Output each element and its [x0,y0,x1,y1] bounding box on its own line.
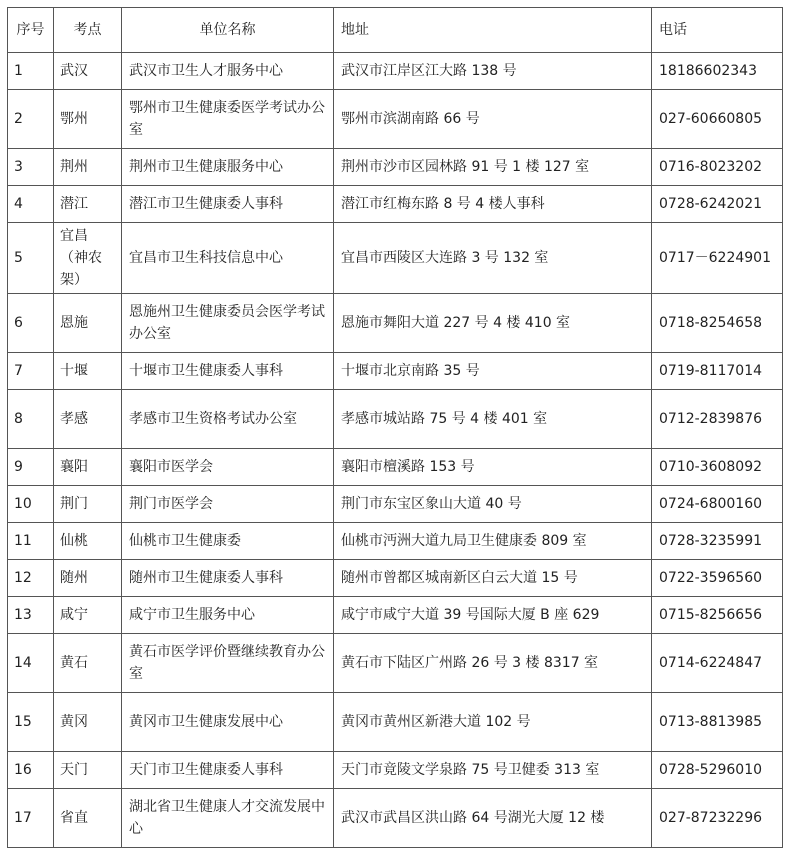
phone-number: 0728-3235991 [652,523,783,560]
address: 仙桃市沔洲大道九局卫生健康委 809 室 [334,523,652,560]
table-row [8,523,783,560]
unit-name: 荆门市医学会 [122,486,334,523]
row-number: 10 [8,486,54,523]
row-number: 5 [8,223,54,294]
unit-name: 黄石市医学评价暨继续教育办公室 [122,634,334,693]
phone-number: 0710-3608092 [652,449,783,486]
header-phone: 电话 [652,8,783,53]
address: 咸宁市咸宁大道 39 号国际大厦 B 座 629 [334,597,652,634]
address: 荆州市沙市区园林路 91 号 1 楼 127 室 [334,149,652,186]
exam-site: 潜江 [54,186,122,223]
address: 宜昌市西陵区大连路 3 号 132 室 [334,223,652,294]
table-row [8,693,783,752]
unit-name: 孝感市卫生资格考试办公室 [122,390,334,449]
phone-number: 0712-2839876 [652,390,783,449]
exam-site: 荆门 [54,486,122,523]
address: 荆门市东宝区象山大道 40 号 [334,486,652,523]
exam-site: 十堰 [54,353,122,390]
row-number: 1 [8,53,54,90]
exam-site: 仙桃 [54,523,122,560]
address: 潜江市红梅东路 8 号 4 楼人事科 [334,186,652,223]
exam-site: 宜昌（神农架） [54,223,122,294]
table-row [8,186,783,223]
unit-name: 咸宁市卫生服务中心 [122,597,334,634]
table-header-row [8,8,783,53]
header-no: 序号 [8,8,54,53]
address: 鄂州市滨湖南路 66 号 [334,90,652,149]
phone-number: 0722-3596560 [652,560,783,597]
unit-name: 鄂州市卫生健康委医学考试办公室 [122,90,334,149]
phone-number: 0724-6800160 [652,486,783,523]
table-row [8,149,783,186]
unit-name: 随州市卫生健康委人事科 [122,560,334,597]
unit-name: 荆州市卫生健康服务中心 [122,149,334,186]
exam-site: 天门 [54,752,122,789]
exam-site: 省直 [54,789,122,848]
exam-site: 咸宁 [54,597,122,634]
table-row [8,353,783,390]
exam-site: 黄冈 [54,693,122,752]
unit-name: 仙桃市卫生健康委 [122,523,334,560]
exam-site: 鄂州 [54,90,122,149]
table-row [8,634,783,693]
row-number: 15 [8,693,54,752]
exam-site-contact-table [7,7,783,848]
table-row [8,789,783,848]
row-number: 9 [8,449,54,486]
address: 孝感市城站路 75 号 4 楼 401 室 [334,390,652,449]
phone-number: 0719-8117014 [652,353,783,390]
table-row [8,390,783,449]
exam-site: 荆州 [54,149,122,186]
row-number: 4 [8,186,54,223]
address: 武汉市江岸区江大路 138 号 [334,53,652,90]
exam-site: 恩施 [54,294,122,353]
unit-name: 恩施州卫生健康委员会医学考试办公室 [122,294,334,353]
row-number: 6 [8,294,54,353]
address: 十堰市北京南路 35 号 [334,353,652,390]
phone-number: 0718-8254658 [652,294,783,353]
phone-number: 027-87232296 [652,789,783,848]
header-site: 考点 [54,8,122,53]
phone-number: 0717－6224901 [652,223,783,294]
address: 天门市竟陵文学泉路 75 号卫健委 313 室 [334,752,652,789]
exam-site: 随州 [54,560,122,597]
row-number: 17 [8,789,54,848]
phone-number: 0714-6224847 [652,634,783,693]
phone-number: 0728-6242021 [652,186,783,223]
table-row [8,560,783,597]
row-number: 7 [8,353,54,390]
phone-number: 18186602343 [652,53,783,90]
address: 武汉市武昌区洪山路 64 号湖光大厦 12 楼 [334,789,652,848]
table-row [8,752,783,789]
table-row [8,597,783,634]
header-address: 地址 [334,8,652,53]
exam-site: 孝感 [54,390,122,449]
unit-name: 武汉市卫生人才服务中心 [122,53,334,90]
phone-number: 0713-8813985 [652,693,783,752]
unit-name: 宜昌市卫生科技信息中心 [122,223,334,294]
unit-name: 潜江市卫生健康委人事科 [122,186,334,223]
unit-name: 湖北省卫生健康人才交流发展中心 [122,789,334,848]
row-number: 11 [8,523,54,560]
table-row [8,449,783,486]
row-number: 3 [8,149,54,186]
address: 襄阳市檀溪路 153 号 [334,449,652,486]
table-row [8,90,783,149]
phone-number: 0715-8256656 [652,597,783,634]
table-row [8,294,783,353]
unit-name: 十堰市卫生健康委人事科 [122,353,334,390]
phone-number: 0728-5296010 [652,752,783,789]
table-row [8,53,783,90]
address: 随州市曾都区城南新区白云大道 15 号 [334,560,652,597]
header-unit: 单位名称 [122,8,334,53]
phone-number: 027-60660805 [652,90,783,149]
exam-site: 武汉 [54,53,122,90]
table-row [8,486,783,523]
address: 黄冈市黄州区新港大道 102 号 [334,693,652,752]
phone-number: 0716-8023202 [652,149,783,186]
exam-site: 黄石 [54,634,122,693]
unit-name: 襄阳市医学会 [122,449,334,486]
row-number: 16 [8,752,54,789]
row-number: 2 [8,90,54,149]
address: 恩施市舞阳大道 227 号 4 楼 410 室 [334,294,652,353]
row-number: 12 [8,560,54,597]
row-number: 13 [8,597,54,634]
unit-name: 黄冈市卫生健康发展中心 [122,693,334,752]
row-number: 8 [8,390,54,449]
exam-site: 襄阳 [54,449,122,486]
unit-name: 天门市卫生健康委人事科 [122,752,334,789]
table-row [8,223,783,294]
address: 黄石市下陆区广州路 26 号 3 楼 8317 室 [334,634,652,693]
row-number: 14 [8,634,54,693]
